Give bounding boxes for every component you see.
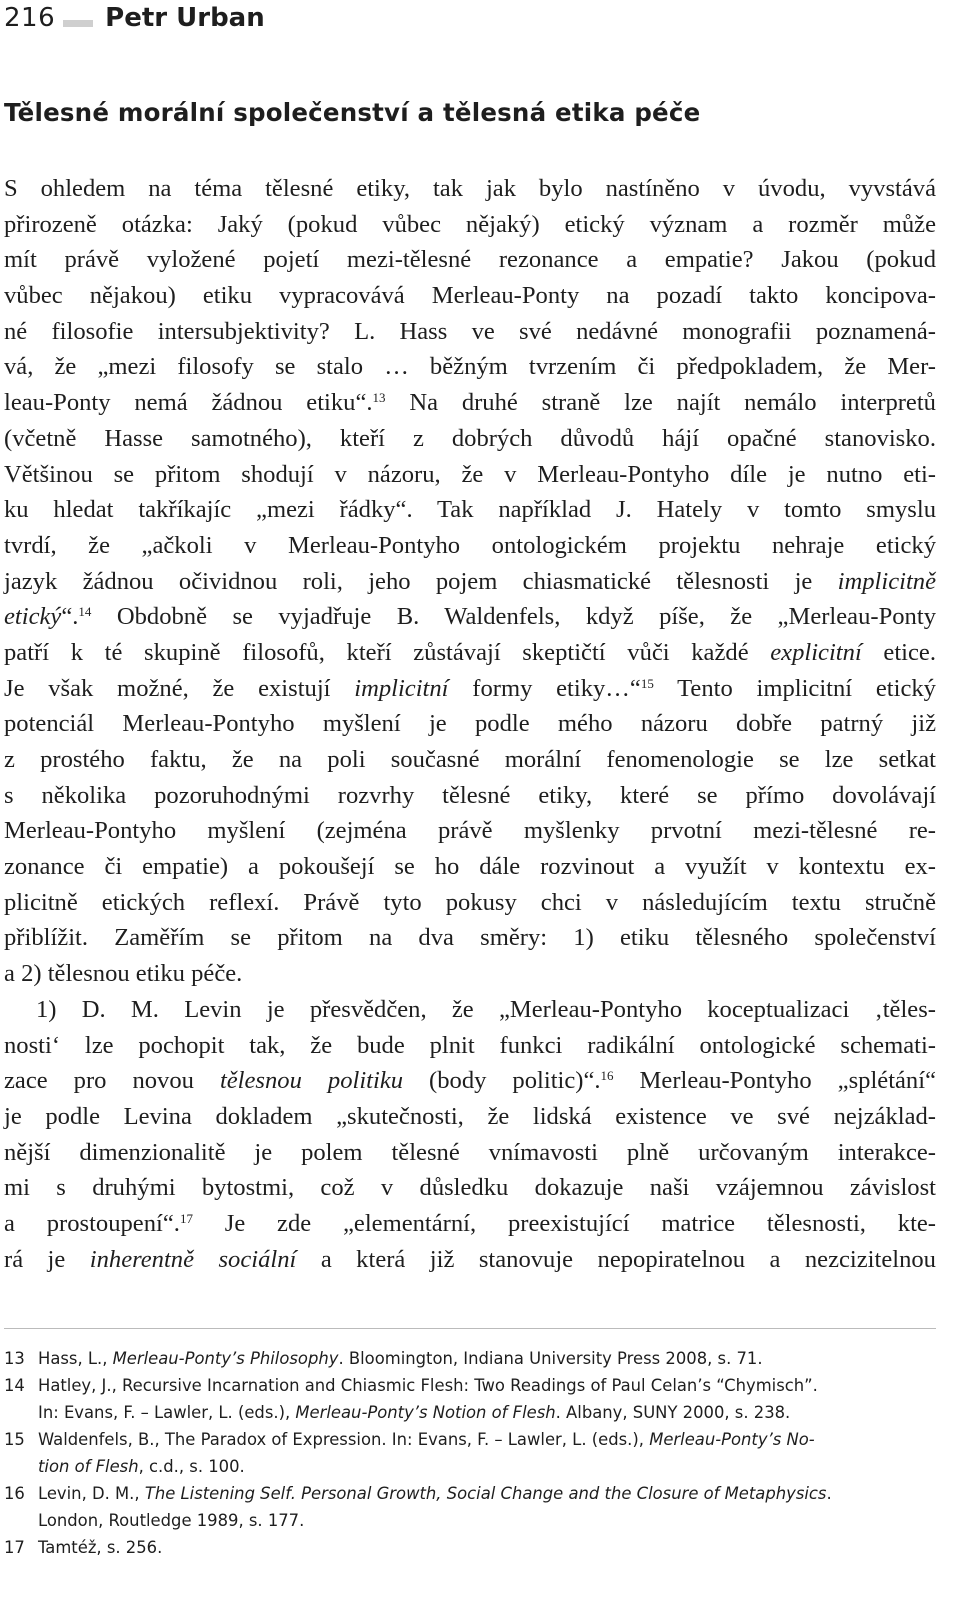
body-line: zonance či empatie) a pokoušejí se ho dále rozvinout a využít v kontextu ex- [4, 853, 936, 881]
body-line: né filosofie intersubjektivity? L. Hass ve své nedávné monografii poznamená- [4, 317, 936, 345]
page-number: 216 [4, 3, 56, 33]
footnote [4, 1345, 936, 1372]
body-line: potenciál Merleau-Pontyho myšlení je podle mého názoru dobře patrný již [4, 710, 936, 738]
body-line: mít právě vyložené pojetí mezi-tělesné rezonance a empatie? Jakou (pokud [4, 246, 936, 274]
body-line: plicitně etických reflexí. Právě tyto pokusy chci v následujícím textu stručně [4, 888, 936, 916]
footnote-line: Waldenfels, B., The Paradox of Expression. In: Evans, F. – Lawler, L. (eds.), Merleau-Ponty’s No- [38, 1430, 815, 1449]
body-line: vůbec nějakou) etiku vypracovává Merleau-Ponty na pozadí takto koncipova- [4, 282, 936, 310]
footnote [4, 1534, 936, 1561]
body-line: S ohledem na téma tělesné etiky, tak jak bylo nastíněno v úvodu, vyvstává [4, 175, 936, 202]
footnote-ref: 16 [600, 1068, 614, 1084]
body-line: přirozeně otázka: Jaký (pokud vůbec nějaký) etický význam a rozměr může [4, 210, 936, 238]
body-line: mi s druhými bytostmi, což v důsledku dokazuje naši vzájemnou závislost [4, 1174, 936, 1202]
body-line: vá, že „mezi filosofy se stalo … běžným tvrzením či předpokladem, že Mer- [4, 353, 936, 381]
body-line: Je však možné, že existují implicitní formy etiky…“$^{15}$ Tento implicitní etický [4, 674, 936, 702]
footnote [4, 1480, 936, 1534]
footnote-number: 14 [4, 1376, 25, 1395]
footnote-ref: 13 [372, 390, 386, 406]
footnote-separator [4, 1328, 936, 1329]
footnote-number: 17 [4, 1538, 25, 1557]
footnote-number: 15 [4, 1430, 25, 1449]
body-line: a prostoupení“.$^{17}$ Je zde „elementární, preexistující matrice tělesnosti, kte- [4, 1209, 937, 1237]
footnote-number: 13 [4, 1349, 25, 1368]
footnote [4, 1372, 936, 1426]
body-line: Většinou se přitom shodují v názoru, že v Merleau-Pontyho díle je nutno eti- [4, 460, 936, 488]
body-line: leau-Ponty nemá žádnou etiku“.$^{13}$ Na druhé straně lze najít nemálo interpretů [4, 389, 936, 417]
body-line: je podle Levina dokladem „skutečnosti, že lidská existence ve své nejzáklad- [4, 1102, 936, 1130]
body-line: tvrdí, že „ačkoli v Merleau-Pontyho ontologickém projektu nehraje etický [4, 531, 936, 559]
body-line: z prostého faktu, že na poli současné morální fenomenologie se lze setkat [4, 746, 936, 773]
section-title: Tělesné morální společenství a tělesná etika péče [4, 98, 701, 127]
footnote-line: In: Evans, F. – Lawler, L. (eds.), Merleau-Ponty’s Notion of Flesh. Albany, SUNY 2000, s. 238. [38, 1403, 791, 1422]
footnote-line: tion of Flesh, c.d., s. 100. [38, 1457, 245, 1476]
body-line: ku hledat takříkajíc „mezi řádky“. Tak například J. Hately v tomto smyslu [4, 496, 936, 524]
body-line: jazyk žádnou očividnou roli, jeho pojem chiasmatické tělesnosti je implicitně [4, 567, 936, 595]
footnote-line: Levin, D. M., The Listening Self. Personal Growth, Social Change and the Closure of Metaphysics. [38, 1484, 832, 1503]
footnotes [4, 1345, 936, 1561]
body-line: rá je inherentně sociální a která již stanovuje nepopiratelnou a nezcizitelnou [4, 1245, 936, 1273]
body-line: Merleau-Pontyho myšlení (zejména právě myšlenky prvotní mezi-tělesné re- [4, 817, 936, 845]
body-line: zace pro novou tělesnou politiku (body politic)“.$^{16}$ Merleau-Pontyho „splétání“ [4, 1067, 936, 1095]
body-text [4, 171, 936, 1277]
footnote-line: London, Routledge 1989, s. 177. [38, 1511, 305, 1530]
footnote-line: Hass, L., Merleau-Ponty’s Philosophy. Bloomington, Indiana University Press 2008, s. 71. [38, 1349, 763, 1368]
footnote-ref: 17 [179, 1210, 193, 1226]
body-line: patří k té skupině filosofů, kteří zůstávají skeptičtí vůči každé explicitní etice. [4, 638, 936, 666]
body-line: nější dimenzionalitě je polem tělesné vnímavosti plně určovaným interakce- [4, 1138, 936, 1166]
footnote-number: 16 [4, 1484, 25, 1503]
footnote-ref: 14 [78, 604, 92, 620]
running-header [4, 2, 265, 34]
body-line: s několika pozoruhodnými rozvrhy tělesné etiky, které se přímo dovolávají [4, 781, 936, 809]
body-line: etický“.$^{14}$ Obdobně se vyjadřuje B. Waldenfels, když píše, že „Merleau-Ponty [4, 603, 936, 631]
body-line: nosti‘ lze pochopit tak, že bude plnit funkci radikální ontologické schemati- [4, 1031, 936, 1059]
footnote-line: Hatley, J., Recursive Incarnation and Chiasmic Flesh: Two Readings of Paul Celan’s “Chymisch”. [38, 1376, 818, 1395]
footnote [4, 1426, 936, 1480]
body-line: přiblížit. Zaměřím se přitom na dva směry: 1) etiku tělesného společenství [4, 924, 936, 952]
footnote-ref: 15 [640, 675, 654, 691]
header-divider [63, 20, 93, 27]
footnote-line: Tamtéž, s. 256. [38, 1538, 163, 1557]
body-line: (včetně Hasse samotného), kteří z dobrých důvodů hájí opačné stanovisko. [4, 424, 936, 452]
running-author: Petr Urban [105, 3, 265, 33]
body-line: a 2) tělesnou etiku péče. [4, 960, 243, 988]
body-line: 1) D. M. Levin je přesvědčen, že „Merleau-Pontyho koceptualizaci ‚těles- [36, 995, 936, 1023]
